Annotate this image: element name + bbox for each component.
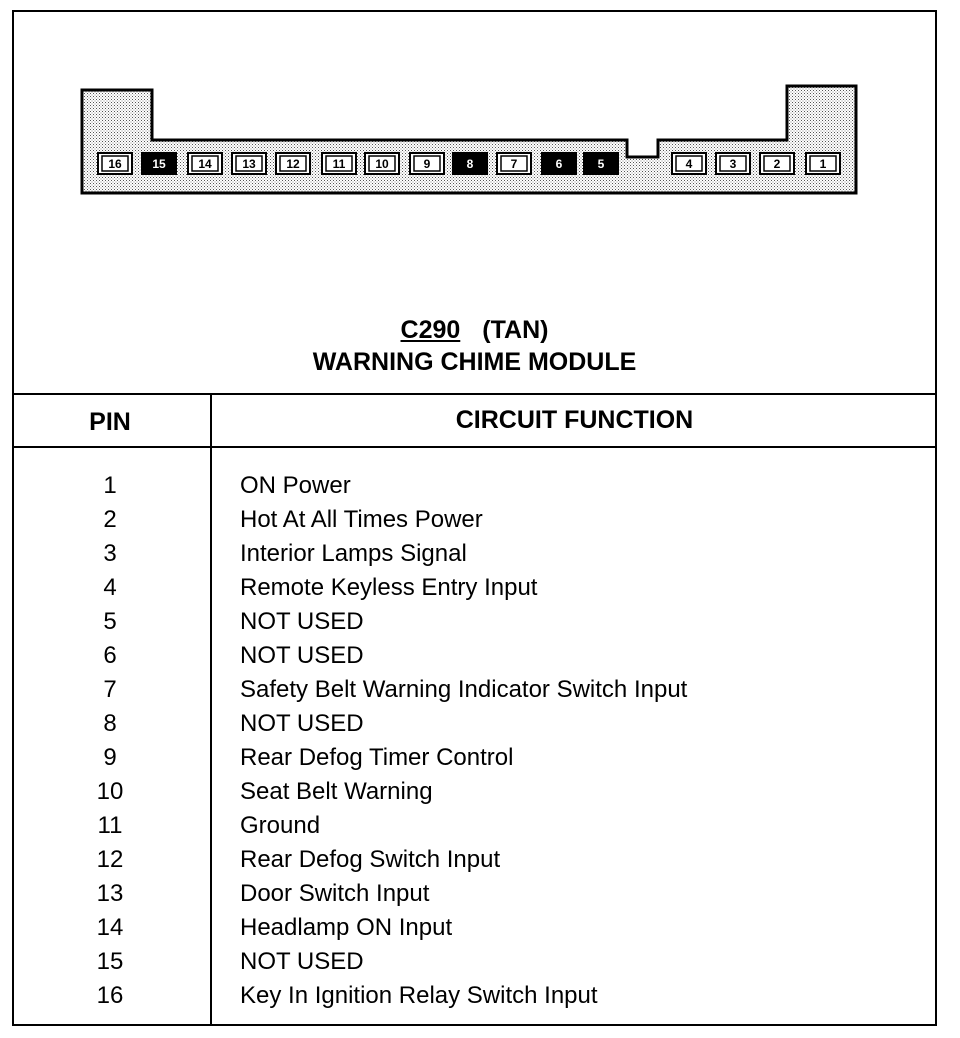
module-name: WARNING CHIME MODULE [312,348,637,376]
circuit-function: Door Switch Input [240,880,430,907]
pin-number: 8 [103,710,117,737]
pin-number: 10 [96,778,124,805]
cavity-11 [322,153,356,174]
circuit-function: Headlamp ON Input [240,914,453,941]
cavity-label: 3 [729,157,737,171]
circuit-function: Key In Ignition Relay Switch Input [240,982,598,1009]
table-top-border [12,393,937,395]
pin-number: 4 [103,574,117,601]
table-row [0,506,960,540]
table-row [0,574,960,608]
cavity-13 [232,153,266,174]
table-row [0,914,960,948]
cavity-label: 4 [685,157,693,171]
connector-diagram [0,0,960,260]
pin-number: 16 [96,982,124,1009]
circuit-function: Safety Belt Warning Indicator Switch Input [240,676,688,703]
cavity-2 [760,153,794,174]
header-bottom-border [12,446,937,448]
pin-column-header: PIN [89,408,131,436]
pin-number: 14 [96,914,124,941]
table-row [0,472,960,506]
pin-number: 5 [103,608,117,635]
cavity-14 [188,153,222,174]
connector-housing [82,86,856,193]
cavity-5 [584,153,618,174]
circuit-function: Ground [240,812,321,839]
table-row [0,812,960,846]
cavity-10 [365,153,399,174]
cavity-16 [98,153,132,174]
cavity-3 [716,153,750,174]
connector-title [12,316,937,345]
pin-number: 15 [96,948,124,975]
cavity-label: 9 [423,157,431,171]
pin-number: 12 [96,846,124,873]
cavity-6 [542,153,576,174]
cavity-label: 5 [597,157,605,171]
circuit-function: NOT USED [240,608,364,635]
circuit-function: NOT USED [240,948,364,975]
circuit-function: Rear Defog Switch Input [240,846,501,873]
cavity-label: 7 [510,157,518,171]
cavity-9 [410,153,444,174]
cavity-label: 11 [332,157,346,171]
pin-number: 11 [97,812,123,839]
table-row [0,778,960,812]
table-row [0,982,960,1016]
connector-cavities [98,153,840,174]
circuit-function: Seat Belt Warning [240,778,433,805]
circuit-function: NOT USED [240,642,364,669]
pin-number: 1 [103,472,117,499]
cavity-label: 10 [375,157,389,171]
cavity-4 [672,153,706,174]
circuit-function: Hot At All Times Power [240,506,483,533]
cavity-15 [142,153,176,174]
circuit-function: ON Power [240,472,351,499]
pin-number: 3 [103,540,117,567]
cavity-1 [806,153,840,174]
circuit-function: Rear Defog Timer Control [240,744,514,771]
cavity-label: 12 [286,157,300,171]
circuit-function: NOT USED [240,710,364,737]
pin-number: 6 [103,642,117,669]
table-row [0,710,960,744]
connector-color: (TAN) [482,316,549,344]
pin-number: 2 [103,506,117,533]
table-row [0,948,960,982]
connector-id: C290 [400,316,461,344]
table-row [0,846,960,880]
cavity-label: 16 [108,157,122,171]
cavity-7 [497,153,531,174]
table-row [0,642,960,676]
cavity-label: 6 [555,157,563,171]
cavity-label: 2 [773,157,781,171]
circuit-function: Remote Keyless Entry Input [240,574,538,601]
cavity-8 [453,153,487,174]
cavity-label: 14 [198,157,212,171]
cavity-label: 15 [152,157,166,171]
pin-number: 9 [103,744,117,771]
cavity-label: 8 [466,157,474,171]
function-column-header: CIRCUIT FUNCTION [455,406,694,434]
table-row [0,880,960,914]
cavity-label: 13 [242,157,256,171]
cavity-12 [276,153,310,174]
table-row [0,540,960,574]
circuit-function: Interior Lamps Signal [240,540,467,567]
pin-number: 7 [103,676,117,703]
pin-number: 13 [96,880,124,907]
table-row [0,676,960,710]
table-row [0,744,960,778]
cavity-label: 1 [819,157,827,171]
table-row [0,608,960,642]
